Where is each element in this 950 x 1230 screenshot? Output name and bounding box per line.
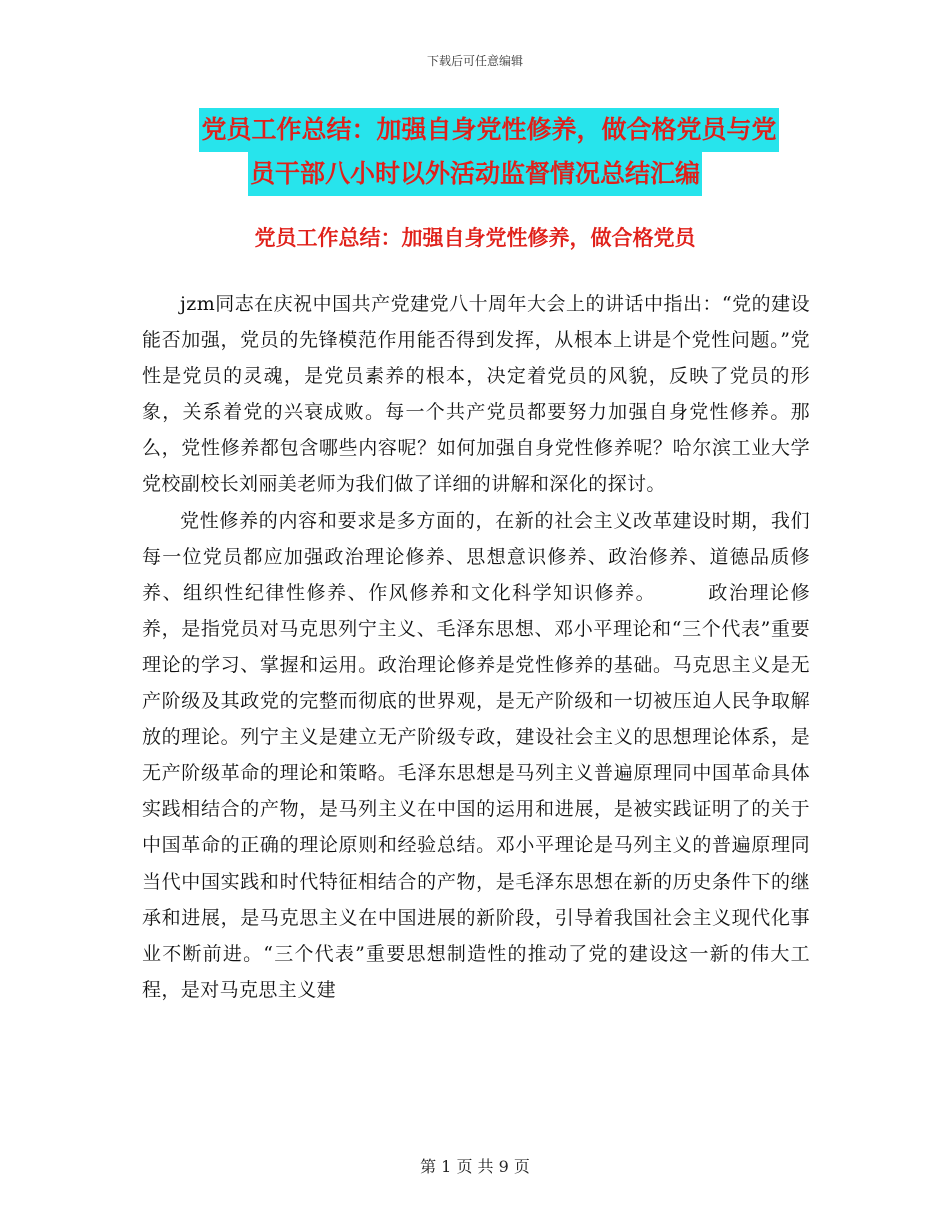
document-title-line-2: 员干部八小时以外活动监督情况总结汇编 (248, 152, 702, 196)
document-title-line-1: 党员工作总结：加强自身党性修养，做合格党员与党 (199, 108, 778, 152)
section-title: 党员工作总结：加强自身党性修养，做合格党员 (254, 226, 696, 250)
page-footer: 第 1 页 共 9 页 (420, 1157, 530, 1176)
paragraph: 党性修养的内容和要求是多方面的，在新的社会主义改革建设时期，我们每一位党员都应加强政治理论修养、思想意识修养、政治修养、道德品质修养、组织性纪律性修养、作风修养和文化科学知识修养。 政治理论修养，是指党员对马克思列宁主义、毛泽东思想、邓小平理论和“三个代表”重要理论的学习、掌握和运用。政治理论修养是党性修养的基础。马克思主义是无产阶级及其政党的完整而彻底的世界观，是无产阶级和一切被压迫人民争取解放的理论。列宁主义是建立无产阶级专政，建设社会主义的思想理论体系，是无产阶级革命的理论和策略。毛泽东思想是马列主义普遍原理同中国革命具体实践相结合的产物，是马列主义在中国的运用和进展，是被实践证明了的关于中国革命的正确的理论原则和经验总结。邓小平理论是马列主义的普遍原理同当代中国实践和时代特征相结合的产物，是毛泽东思想在新的历史条件下的继承和进展，是马克思主义在中国进展的新阶段，引导着我国社会主义现代化事业不断前进。“三个代表”重要思想制造性的推动了党的建设这一新的伟大工程，是对马克思主义建 (142, 509, 810, 1001)
body-text (142, 286, 810, 1008)
paragraph: jzm同志在庆祝中国共产党建党八十周年大会上的讲话中指出：“党的建设能否加强，党员的先锋模范作用能否得到发挥，从根本上讲是个党性问题。”党性是党员的灵魂，是党员素养的根本，决定着党员的风貌，反映了党员的形象，关系着党的兴衰成败。每一个共产党员都要努力加强自身党性修养。那么，党性修养都包含哪些内容呢？如何加强自身党性修养呢？哈尔滨工业大学党校副校长刘丽美老师为我们做了详细的讲解和深化的探讨。 (142, 293, 810, 496)
header-note: 下载后可任意编辑 (426, 54, 523, 68)
document-title (0, 108, 950, 196)
